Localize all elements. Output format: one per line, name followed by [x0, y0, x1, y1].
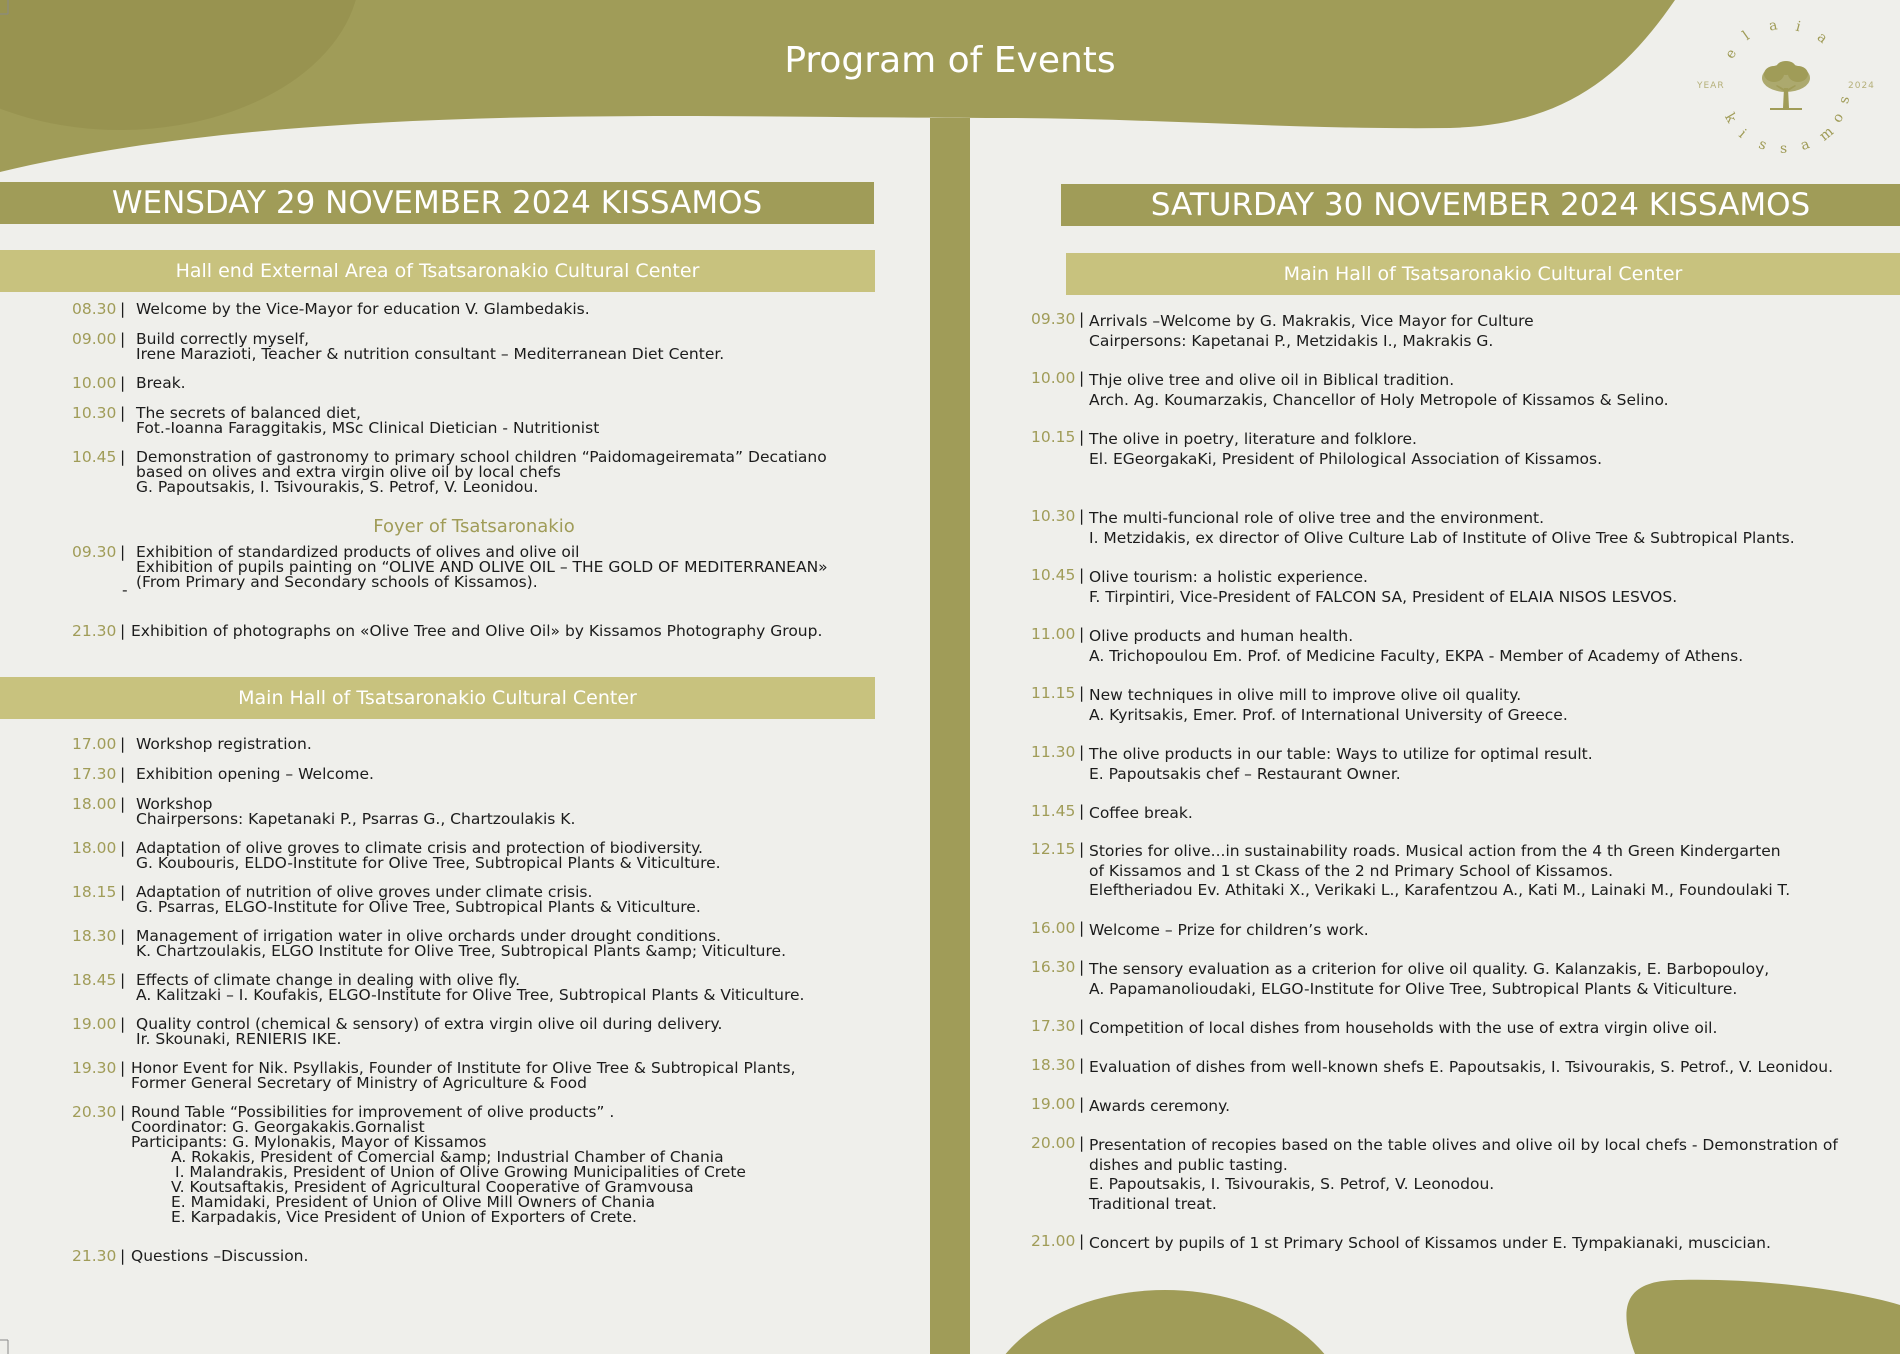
event-text	[1089, 921, 1369, 941]
event-time: 12.15	[1031, 840, 1076, 858]
event-line: I. Malandrakis, President of Union of Olive Growing Municipalities of Crete	[175, 1163, 746, 1181]
event-time: 20.30	[72, 1103, 117, 1121]
page-title: Program of Events	[784, 40, 1116, 81]
event-time: 18.45	[72, 971, 117, 989]
event-time: 18.30	[72, 927, 117, 945]
event-line: Management of irrigation water in olive orchards under drought conditions.	[136, 927, 721, 945]
event-text	[1089, 371, 1669, 410]
event-line: Workshop	[136, 795, 213, 813]
event-line: A. Trichopoulou Em. Prof. of Medicine Faculty, EKPA - Member of Academy of Athens.	[1089, 646, 1744, 665]
logo-letter: m	[1816, 124, 1837, 145]
event-line: Evaluation of dishes from well-known shefs E. Papoutsakis, I. Tsivourakis, S. Petrof., V. Leonidou.	[1089, 1058, 1834, 1076]
event-text	[1089, 568, 1677, 607]
event-text	[136, 545, 828, 590]
event-time: 19.00	[72, 1015, 117, 1033]
event-line: Adaptation of nutrition of olive groves under climate crisis.	[136, 883, 593, 901]
event-text	[131, 1061, 796, 1091]
event-separator: |	[1079, 566, 1085, 584]
event-line: F. Tirpintiri, Vice-President of FALCON SA, President of ELAIA NISOS LESVOS.	[1089, 587, 1678, 606]
event-line: Former General Secretary of Ministry of Agriculture & Food	[131, 1074, 587, 1092]
event-separator: |	[1079, 1134, 1085, 1152]
event-line: The sensory evaluation as a criterion for olive oil quality. G. Kalanzakis, E. Barbopouloy,	[1089, 960, 1770, 978]
event-text	[1089, 1058, 1833, 1078]
event-time: 10.00	[72, 374, 117, 392]
event-time: 18.00	[72, 795, 117, 813]
event-line: I. Metzidakis, ex director of Olive Culture Lab of Institute of Olive Tree & Subtropical Plants.	[1089, 528, 1795, 547]
event-text	[136, 376, 186, 391]
event-separator: |	[120, 1059, 126, 1077]
event-text	[136, 450, 827, 495]
event-line: A. Kalitzaki – I. Koufakis, ELGO-Institute for Olive Tree, Subtropical Plants & Viticulture.	[136, 986, 805, 1004]
event-time: 18.15	[72, 883, 117, 901]
event-time: 11.45	[1031, 802, 1076, 820]
elaia-logo	[1690, 10, 1880, 170]
event-text	[1089, 1136, 1838, 1214]
logo-letter: i	[1794, 18, 1803, 36]
event-time: 10.00	[1031, 369, 1076, 387]
event-line: Quality control (chemical & sensory) of extra virgin olive oil during delivery.	[136, 1015, 723, 1033]
logo-year: 2024	[1848, 81, 1875, 91]
event-text	[136, 973, 804, 1003]
event-line: E. Papoutsakis, I. Tsivourakis, S. Petrof, V. Leonodou.	[1089, 1175, 1495, 1193]
logo-letter: l	[1740, 28, 1754, 45]
event-line: E. Papoutsakis chef – Restaurant Owner.	[1089, 764, 1401, 783]
logo-letter: s	[1835, 94, 1853, 106]
event-separator: |	[1079, 840, 1085, 858]
event-time: 18.30	[1031, 1056, 1076, 1074]
event-time: 11.00	[1031, 625, 1076, 643]
event-line: Cairpersons: Kapetanai P., Metzidakis I., Makrakis G.	[1089, 331, 1494, 350]
event-line: A. Kyritsakis, Emer. Prof. of International University of Greece.	[1089, 705, 1568, 724]
event-line: Workshop registration.	[136, 735, 312, 753]
event-line: Effects of climate change in dealing with olive fly.	[136, 971, 521, 989]
right-venue-header: Main Hall of Tsatsaronakio Cultural Center	[1066, 253, 1900, 295]
event-text	[136, 841, 721, 871]
event-text	[1089, 842, 1790, 901]
event-line: of Kissamos and 1 st Ckass of the 2 nd Primary School of Kissamos.	[1089, 861, 1614, 880]
event-time: 10.15	[1031, 428, 1076, 446]
event-separator: |	[1079, 1056, 1085, 1074]
event-time: 09.30	[1031, 310, 1076, 328]
left-foyer-header: Foyer of Tsatsaronakio	[373, 516, 575, 537]
bottom-blob-right	[1626, 1280, 1900, 1354]
event-time: 16.30	[1031, 958, 1076, 976]
event-line: The olive in poetry, literature and folklore.	[1089, 430, 1417, 448]
event-separator: |	[120, 404, 126, 422]
event-text	[131, 1249, 308, 1264]
olive-tree-icon	[1756, 60, 1816, 116]
event-line: Exhibition of photographs on «Olive Tree and Olive Oil» by Kissamos Photography Group.	[131, 622, 823, 640]
event-line: Irene Marazioti, Teacher & nutrition consultant – Mediterranean Diet Center.	[136, 345, 725, 363]
event-line: Coffee break.	[1089, 804, 1193, 822]
logo-letter: s	[1756, 136, 1769, 154]
event-separator: |	[120, 795, 126, 813]
event-line: Exhibition of pupils painting on “OLIVE AND OLIVE OIL – THE GOLD OF MEDITERRANEAN»	[136, 558, 828, 576]
event-line: Presentation of recopies based on the table olives and olive oil by local chefs - Demonstration of	[1089, 1136, 1838, 1154]
event-line: Olive tourism: a holistic experience.	[1089, 568, 1368, 586]
logo-letter: s	[1780, 141, 1788, 157]
logo-letter: a	[1798, 136, 1813, 155]
event-text	[1089, 627, 1743, 666]
event-time: 17.30	[72, 765, 117, 783]
event-line: The olive products in our table: Ways to utilize for optimal result.	[1089, 745, 1593, 763]
event-text	[131, 1105, 746, 1225]
event-text	[131, 624, 822, 639]
event-line: Adaptation of olive groves to climate crisis and protection of biodiversity.	[136, 839, 703, 857]
center-divider	[930, 118, 970, 1354]
event-text	[136, 1017, 722, 1047]
event-line: V. Koutsaftakis, President of Agricultural Cooperative of Gramvousa	[171, 1178, 694, 1196]
event-time: 09.30	[72, 543, 117, 561]
event-line: Welcome – Prize for children’s work.	[1089, 921, 1369, 939]
event-line: New techniques in olive mill to improve olive oil quality.	[1089, 686, 1522, 704]
event-separator: |	[120, 839, 126, 857]
right-day-header: SATURDAY 30 NOVEMBER 2024 KISSAMOS	[1061, 184, 1900, 226]
event-line: Arrivals –Welcome by G. Makrakis, Vice Mayor for Culture	[1089, 312, 1534, 330]
event-line: Exhibition of standardized products of olives and olive oil	[136, 543, 580, 561]
event-line: Concert by pupils of 1 st Primary School of Kissamos under E. Tympakianaki, muscician.	[1089, 1234, 1771, 1252]
event-line: Awards ceremony.	[1089, 1097, 1231, 1115]
event-line: Olive products and human health.	[1089, 627, 1354, 645]
event-line: Fot.-Ioanna Faraggitakis, MSc Clinical Dietician - Nutritionist	[136, 419, 600, 437]
event-time: 11.15	[1031, 684, 1076, 702]
event-text	[136, 332, 724, 362]
event-line: (From Primary and Secondary schools of Kissamos).	[136, 573, 538, 591]
event-separator: |	[120, 622, 126, 640]
event-line: Build correctly myself,	[136, 330, 310, 348]
event-time: 20.00	[1031, 1134, 1076, 1152]
event-time: 21.30	[72, 1247, 117, 1265]
event-line: Honor Event for Nik. Psyllakis, Founder of Institute for Olive Tree & Subtropical Plants,	[131, 1059, 796, 1077]
event-line: Exhibition opening – Welcome.	[136, 765, 374, 783]
event-separator: |	[120, 1103, 126, 1121]
event-line: Traditional treat.	[1089, 1194, 1217, 1213]
event-line: G. Papoutsakis, I. Tsivourakis, S. Petrof, V. Leonidou.	[136, 478, 539, 496]
event-separator: |	[1079, 743, 1085, 761]
event-line: El. EGeorgakaKi, President of Philological Association of Kissamos.	[1089, 449, 1603, 468]
event-line: The multi-funcional role of olive tree and the environment.	[1089, 509, 1545, 527]
event-time: 21.30	[72, 622, 117, 640]
event-separator: |	[1079, 507, 1085, 525]
event-separator: |	[1079, 919, 1085, 937]
event-line: Competition of local dishes from households with the use of extra virgin olive oil.	[1089, 1019, 1718, 1037]
event-text	[1089, 745, 1593, 784]
event-text	[1089, 430, 1602, 469]
logo-letter: o	[1828, 110, 1847, 126]
event-line: dishes and public tasting.	[1089, 1155, 1288, 1174]
event-line: Chairpersons: Kapetanaki P., Psarras G., Chartzoulakis K.	[136, 810, 576, 828]
logo-letter: a	[1814, 29, 1831, 48]
event-line: G. Koubouris, ELDO-Institute for Olive Tree, Subtropical Plants & Viticulture.	[136, 854, 721, 872]
event-time: 21.00	[1031, 1232, 1076, 1250]
event-time: 10.45	[72, 448, 117, 466]
event-line: K. Chartzoulakis, ELGO Institute for Olive Tree, Subtropical Plants &amp; Viticulture.	[136, 942, 786, 960]
event-text	[1089, 686, 1568, 725]
left-venue1-header: Hall end External Area of Tsatsaronakio Cultural Center	[0, 250, 875, 292]
event-line: Round Table “Possibilities for improvement of olive products” .	[131, 1103, 615, 1121]
event-text	[1089, 1019, 1717, 1039]
event-text	[136, 737, 312, 752]
event-separator: |	[1079, 369, 1085, 387]
event-separator: |	[120, 883, 126, 901]
event-time: 19.00	[1031, 1095, 1076, 1113]
left-venue2-header: Main Hall of Tsatsaronakio Cultural Center	[0, 677, 875, 719]
event-separator: |	[120, 927, 126, 945]
bottom-blob-left	[980, 1290, 1350, 1354]
event-line: based on olives and extra virgin olive oil by local chefs	[136, 463, 561, 481]
event-separator: |	[120, 765, 126, 783]
event-line: A. Papamanolioudaki, ELGO-Institute for Olive Tree, Subtropical Plants & Viticulture.	[1089, 979, 1738, 998]
event-text	[136, 929, 786, 959]
event-separator: |	[1079, 1095, 1085, 1113]
logo-letter: a	[1767, 17, 1779, 35]
event-line: E. Karpadakis, Vice President of Union of Exporters of Crete.	[171, 1208, 637, 1226]
event-text	[1089, 960, 1769, 999]
event-line: The secrets of balanced diet,	[136, 404, 361, 422]
event-time: 10.30	[1031, 507, 1076, 525]
event-separator: |	[1079, 1017, 1085, 1035]
corner-mark-bl	[0, 1340, 8, 1354]
event-line: Stories for olive...in sustainability roads. Musical action from the 4 th Green Kindergarten	[1089, 842, 1781, 860]
left-day-header: WENSDAY 29 NOVEMBER 2024 KISSAMOS	[0, 182, 874, 224]
event-text	[1089, 1234, 1771, 1254]
event-separator: |	[1079, 625, 1085, 643]
foyer-dash: -	[122, 581, 128, 599]
event-separator: |	[1079, 958, 1085, 976]
logo-letter: i	[1735, 126, 1750, 143]
event-text	[136, 302, 590, 317]
event-text	[136, 797, 575, 827]
event-time: 10.30	[72, 404, 117, 422]
event-time: 11.30	[1031, 743, 1076, 761]
event-line: A. Rokakis, President of Comercial &amp; Industrial Chamber of Chania	[171, 1148, 724, 1166]
event-text	[136, 885, 701, 915]
event-separator: |	[1079, 802, 1085, 820]
event-time: 10.45	[1031, 566, 1076, 584]
event-text	[1089, 312, 1534, 351]
event-line: Participants: G. Mylonakis, Mayor of Kissamos	[131, 1133, 487, 1151]
event-line: Arch. Ag. Koumarzakis, Chancellor of Holy Metropole of Kissamos & Selino.	[1089, 390, 1669, 409]
event-separator: |	[120, 1247, 126, 1265]
event-time: 09.00	[72, 330, 117, 348]
event-separator: |	[1079, 1232, 1085, 1250]
event-line: Welcome by the Vice-Mayor for education V. Glambedakis.	[136, 300, 590, 318]
event-separator: |	[120, 448, 126, 466]
event-line: Coordinator: G. Georgakakis.Gornalist	[131, 1118, 425, 1136]
event-separator: |	[120, 971, 126, 989]
logo-letter: e	[1722, 46, 1741, 62]
event-time: 16.00	[1031, 919, 1076, 937]
event-separator: |	[1079, 310, 1085, 328]
event-separator: |	[1079, 428, 1085, 446]
event-separator: |	[1079, 684, 1085, 702]
event-time: 17.30	[1031, 1017, 1076, 1035]
event-separator: |	[120, 300, 126, 318]
event-text	[1089, 804, 1193, 824]
event-time: 19.30	[72, 1059, 117, 1077]
event-separator: |	[120, 374, 126, 392]
logo-year-label: YEAR	[1697, 81, 1725, 91]
event-time: 18.00	[72, 839, 117, 857]
event-text	[136, 767, 374, 782]
event-separator: |	[120, 1015, 126, 1033]
event-time: 17.00	[72, 735, 117, 753]
event-line: Demonstration of gastronomy to primary school children “Paidomageiremata” Decatiano	[136, 448, 827, 466]
event-separator: |	[120, 735, 126, 753]
event-text	[136, 406, 599, 436]
logo-letter: k	[1721, 110, 1740, 126]
event-text	[1089, 1097, 1230, 1117]
event-line: G. Psarras, ELGO-Institute for Olive Tree, Subtropical Plants & Viticulture.	[136, 898, 701, 916]
event-line: Thje olive tree and olive oil in Biblical tradition.	[1089, 371, 1455, 389]
event-time: 08.30	[72, 300, 117, 318]
event-separator: |	[120, 330, 126, 348]
event-line: Break.	[136, 374, 186, 392]
event-line: Eleftheriadou Ev. Athitaki X., Verikaki L., Karafentzou A., Kati M., Lainaki M., Foundoulaki T.	[1089, 881, 1791, 899]
event-line: Ir. Skounaki, RENIERIS IKE.	[136, 1030, 342, 1048]
event-text	[1089, 509, 1795, 548]
event-line: Questions –Discussion.	[131, 1247, 309, 1265]
event-separator: |	[120, 543, 126, 561]
event-line: E. Mamidaki, President of Union of Olive Mill Owners of Chania	[171, 1193, 655, 1211]
